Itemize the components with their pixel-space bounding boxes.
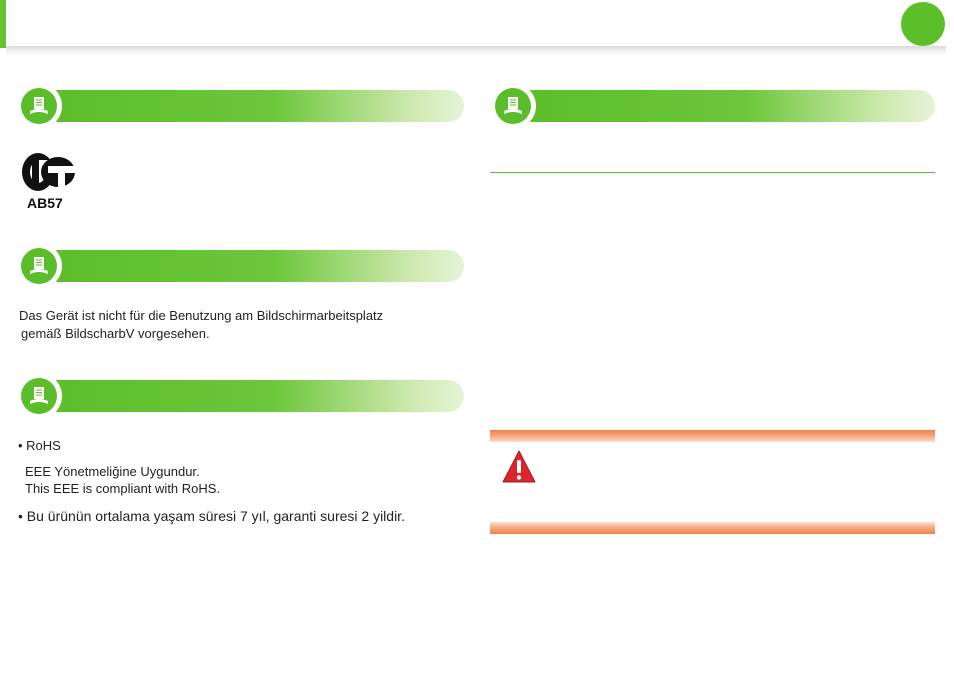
german-notice-line-2: gemäß BildscharbV vorgesehen. <box>21 326 210 341</box>
section-bar-gost <box>40 90 464 122</box>
right-section-rule <box>490 172 935 173</box>
header-accent-bar <box>0 0 6 48</box>
book-icon <box>490 83 536 129</box>
section-bar-turkey <box>40 380 464 412</box>
warning-icon <box>501 449 537 485</box>
page-number-badge <box>901 2 945 46</box>
section-bar-germany <box>40 250 464 282</box>
gost-code: AB57 <box>27 195 63 211</box>
section-bar-right <box>514 90 935 122</box>
lifetime-notice: • Bu ürünün ortalama yaşam süresi 7 yıl, garanti suresi 2 yildir. <box>18 508 405 524</box>
gost-certification-mark <box>18 150 80 194</box>
header-rule <box>6 46 946 56</box>
rohs-line-2: This EEE is compliant with RoHS. <box>25 481 221 496</box>
rohs-line-1: EEE Yönetmeliğine Uygundur. <box>25 464 200 479</box>
german-notice-line-1: Das Gerät ist nicht für die Benutzung am Bildschirmarbeitsplatz <box>19 308 384 323</box>
caution-box-bottom <box>490 522 935 534</box>
caution-box-top <box>490 430 935 442</box>
book-icon <box>16 243 62 289</box>
rohs-heading: • RoHS <box>18 438 61 453</box>
book-icon <box>16 83 62 129</box>
book-icon <box>16 373 62 419</box>
